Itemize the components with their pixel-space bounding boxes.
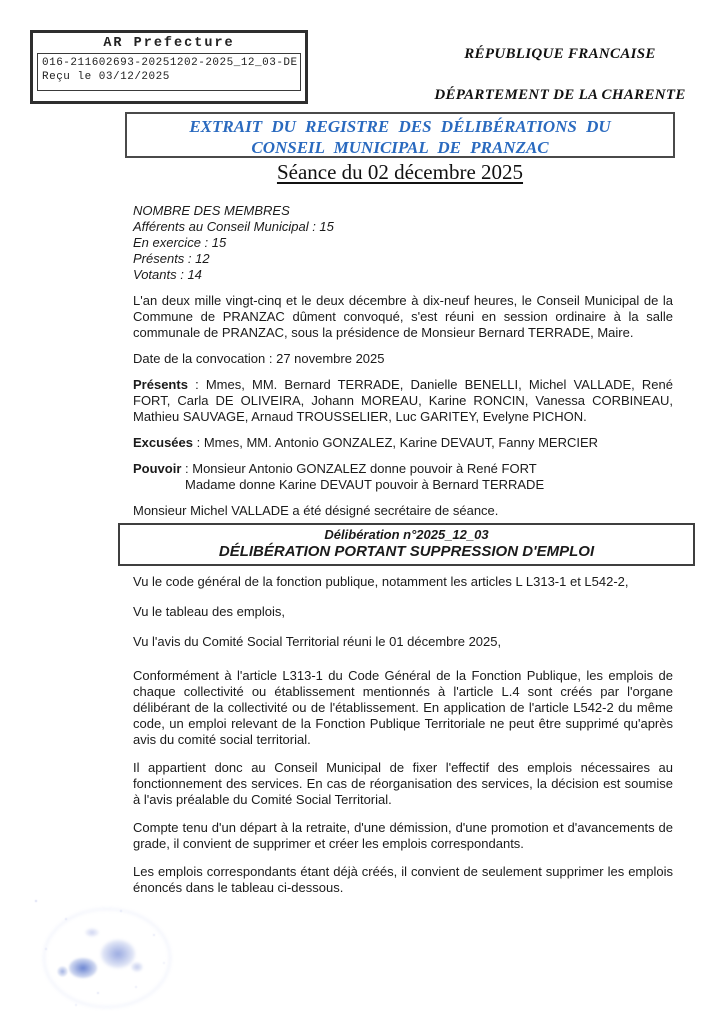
deliberation-title: DÉLIBÉRATION PORTANT SUPPRESSION D'EMPLOI [218, 543, 595, 560]
presents-names: : Mmes, MM. Bernard TERRADE, Danielle BENELLI, Michel VALLADE, René FORT, Carla DE OLIVEIRA, Johann MOREAU, Karine RONCIN, Vanessa CORBINEAU, Mathieu SAUVAGE, Arnaud TROUSSELIER, Luc GARITEY, Evelyne PICHON. [133, 377, 673, 424]
ink-blob [131, 962, 143, 972]
proxy-line1 [133, 461, 673, 477]
excused-names: : Mmes, MM. Antonio GONZALEZ, Karine DEVAUT, Fanny MERCIER [193, 435, 599, 450]
national-header [400, 46, 720, 104]
session-date: Séance du 02 décembre 2025 [276, 160, 524, 184]
ink-blob [85, 928, 99, 937]
members-votants: Votants : 14 [133, 267, 202, 282]
members-afferents: Afférents au Conseil Municipal : 15 [133, 219, 334, 234]
convocation-date: Date de la convocation : 27 novembre 2025 [133, 351, 385, 366]
document-title-line1: EXTRAIT DU REGISTRE DES DÉLIBÉRATIONS DU [189, 117, 611, 136]
republic-title: RÉPUBLIQUE FRANCAISE [464, 46, 656, 62]
members-heading: NOMBRE DES MEMBRES [133, 203, 290, 218]
excused-label: Excusées [133, 435, 193, 450]
stamp-title: AR Prefecture [103, 36, 235, 51]
proxy-block [133, 461, 673, 493]
stamp-reference-number: 016-211602693-20251202-2025_12_03-DE [42, 57, 298, 69]
proxy-label: Pouvoir [133, 461, 182, 476]
proxy-line2: Madame donne Karine DEVAUT pouvoir à Bernard TERRADE [185, 477, 545, 492]
proxy-text1: : Monsieur Antonio GONZALEZ donne pouvoir à René FORT [181, 461, 537, 476]
document-title-line2: CONSEIL MUNICIPAL DE PRANZAC [251, 138, 549, 157]
ink-blob [57, 966, 68, 977]
paragraph-il-appartient: Il appartient donc au Conseil Municipal de fixer l'effectif des emplois nécessaires au fonctionnement des services. En cas de réorganisation des services, la décision est soumise à l'avis préalable du Comité Social Territorial. [133, 760, 673, 807]
document-body [133, 203, 673, 906]
excused-line [133, 435, 673, 451]
members-en-exercice: En exercice : 15 [133, 235, 227, 250]
presents-label: Présents [133, 377, 188, 392]
stamp-received-date: Reçu le 03/12/2025 [42, 71, 170, 83]
members-presents: Présents : 12 [133, 251, 210, 266]
vu-line-3: Vu l'avis du Comité Social Territorial réuni le 01 décembre 2025, [133, 634, 502, 649]
deliberation-number: Délibération n°2025_12_03 [324, 527, 489, 542]
document-title-box [125, 112, 675, 158]
department-title: DÉPARTEMENT DE LA CHARENTE [434, 87, 686, 103]
vu-line-1: Vu le code général de la fonction publique, notamment les articles L L313-1 et L542-2, [133, 574, 629, 589]
ink-blob [69, 958, 97, 978]
secretary-line: Monsieur Michel VALLADE a été désigné secrétaire de séance. [133, 503, 499, 518]
stamp-inner-box [37, 53, 301, 91]
members-count-block [133, 203, 673, 283]
paragraph-les-emplois: Les emplois correspondants étant déjà créés, il convient de seulement supprimer les emplois énoncés dans le tableau ci-dessous. [133, 864, 673, 895]
paragraph-compte-tenu: Compte tenu d'un départ à la retraite, d'une démission, d'une promotion et d'avancements de grade, il convient de supprimer et créer les emplois correspondants. [133, 820, 673, 851]
vu-line-2: Vu le tableau des emplois, [133, 604, 286, 619]
intro-paragraph: L'an deux mille vingt-cinq et le deux décembre à dix-neuf heures, le Conseil Municipal de la Commune de PRANZAC dûment convoqué, s'est réuni en session ordinaire à la salle communale de PRANZAC, sous la présidence de Monsieur Bernard TERRADE, Maire. [133, 293, 673, 340]
ink-speckles [35, 900, 37, 902]
prefecture-reception-stamp [30, 30, 308, 104]
ink-blob [101, 940, 135, 968]
ink-stamp-smudge [35, 900, 205, 1022]
deliberation-header-box [118, 523, 695, 566]
presents-paragraph [133, 377, 673, 425]
paragraph-conformement: Conformément à l'article L313-1 du Code Général de la Fonction Publique, les emplois de chaque collectivité ou établissement mentionnés à l'article L.4 sont créés par l'organe délibérant de la collectivité ou de l'établissement. En application de l'article L542-2 du même code, un emploi relevant de la Fonction Publique Territoriale ne peut être supprimé qu'après avis du comité social territorial. [133, 668, 673, 747]
ink-stamp-ring [43, 908, 171, 1008]
